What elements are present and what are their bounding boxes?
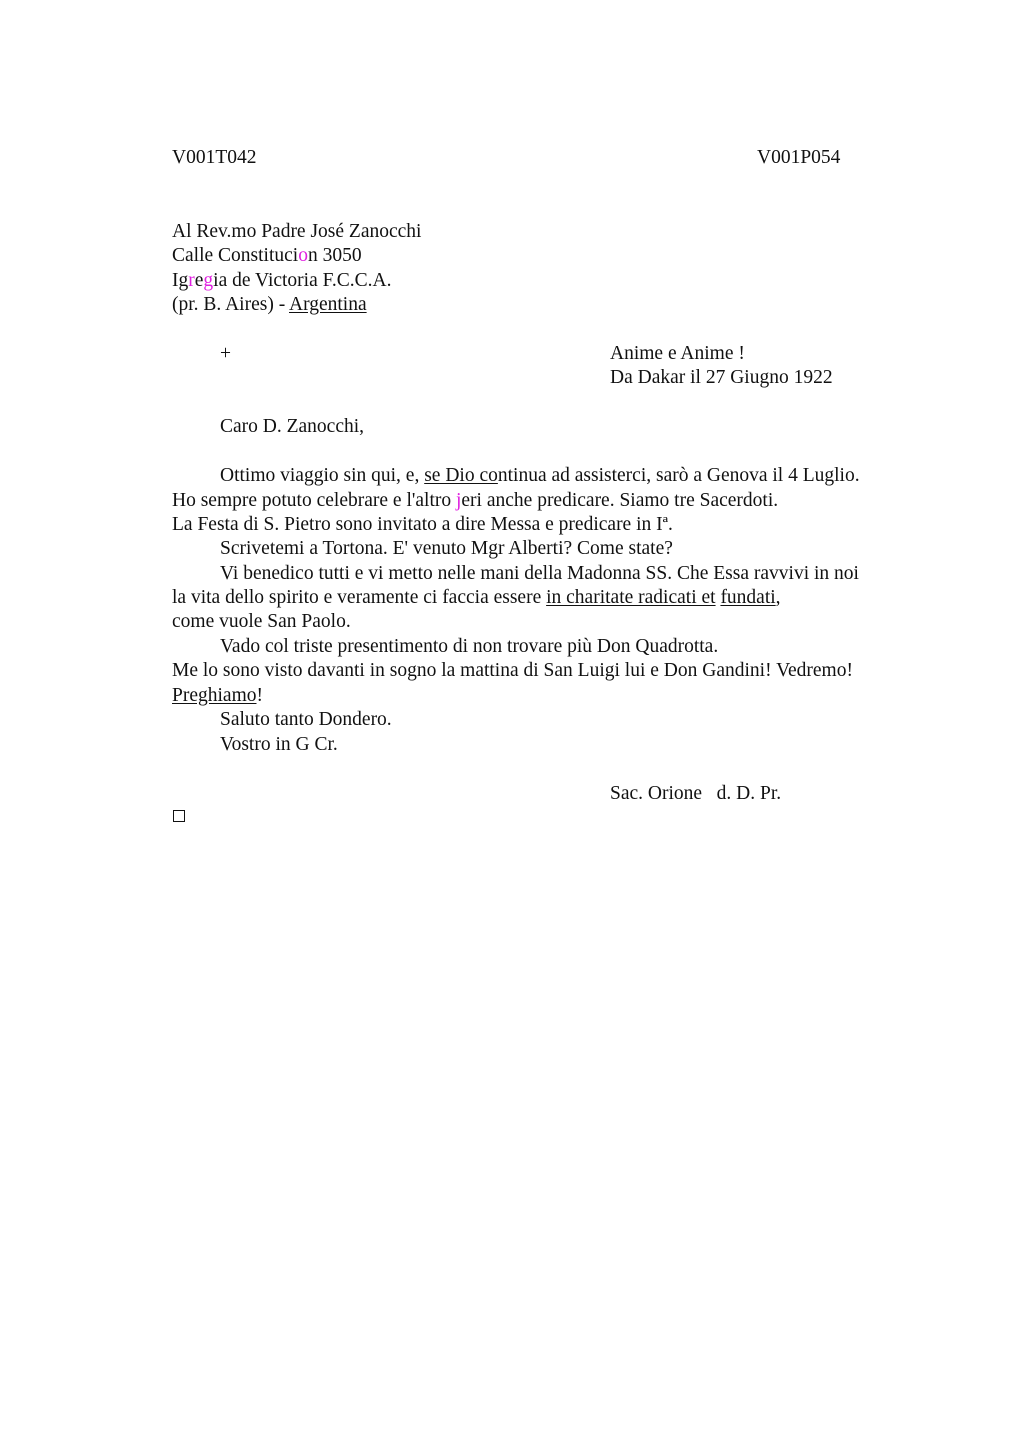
underlined-phrase: in charitate radicati et	[546, 587, 716, 608]
body-line-8: Vado col triste presentimento di non trovare più Don Quadrotta.	[220, 636, 719, 657]
body-line-10: Preghiamo!	[172, 685, 263, 706]
underlined-country: Argentina	[289, 294, 367, 315]
underlined-word: fundati	[720, 587, 776, 608]
body-line-4: Scrivetemi a Tortona. E' venuto Mgr Alberti? Come state?	[220, 538, 673, 559]
correction-mark: o	[298, 245, 308, 266]
body-line-6: la vita dello spirito e veramente ci faccia essere in charitate radicati et fundati,	[172, 587, 781, 608]
closing: Vostro in G Cr.	[220, 734, 338, 755]
correction-mark: j	[455, 490, 462, 511]
document-code-left: V001T042	[172, 147, 257, 168]
address-line-1: Al Rev.mo Padre José Zanocchi	[172, 221, 422, 242]
document-code-right: V001P054	[757, 147, 841, 168]
address-line-3: Igregia de Victoria F.C.C.A.	[172, 270, 392, 291]
motto: Anime e Anime !	[610, 343, 745, 364]
body-line-1: Ottimo viaggio sin qui, e, se Dio continua ad assisterci, sarò a Genova il 4 Luglio.	[220, 465, 860, 486]
underlined-word: Preghiamo	[172, 685, 257, 706]
address-line-4: (pr. B. Aires) - Argentina	[172, 294, 367, 315]
underlined-phrase: se Dio co	[424, 465, 498, 486]
correction-mark: g	[203, 270, 214, 291]
body-line-9: Me lo sono visto davanti in sogno la mattina di San Luigi lui e Don Gandini! Vedremo!	[172, 660, 853, 681]
body-line-3: La Festa di S. Pietro sono invitato a dire Messa e predicare in Iª.	[172, 514, 673, 535]
body-line-2: Ho sempre potuto celebrare e l'altro jeri anche predicare. Siamo tre Sacerdoti.	[172, 490, 779, 511]
cross-symbol: +	[220, 343, 231, 364]
dateline: Da Dakar il 27 Giugno 1922	[610, 367, 833, 388]
signature: Sac. Orione d. D. Pr.	[610, 783, 782, 804]
salutation: Caro D. Zanocchi,	[220, 416, 365, 437]
correction-mark: r	[188, 270, 195, 291]
body-line-7: come vuole San Paolo.	[172, 611, 351, 632]
checkbox-symbol	[173, 810, 185, 822]
address-line-2: Calle Constitucion 3050	[172, 245, 362, 266]
body-line-5: Vi benedico tutti e vi metto nelle mani della Madonna SS. Che Essa ravvivi in noi	[220, 563, 859, 584]
body-line-11: Saluto tanto Dondero.	[220, 709, 392, 730]
